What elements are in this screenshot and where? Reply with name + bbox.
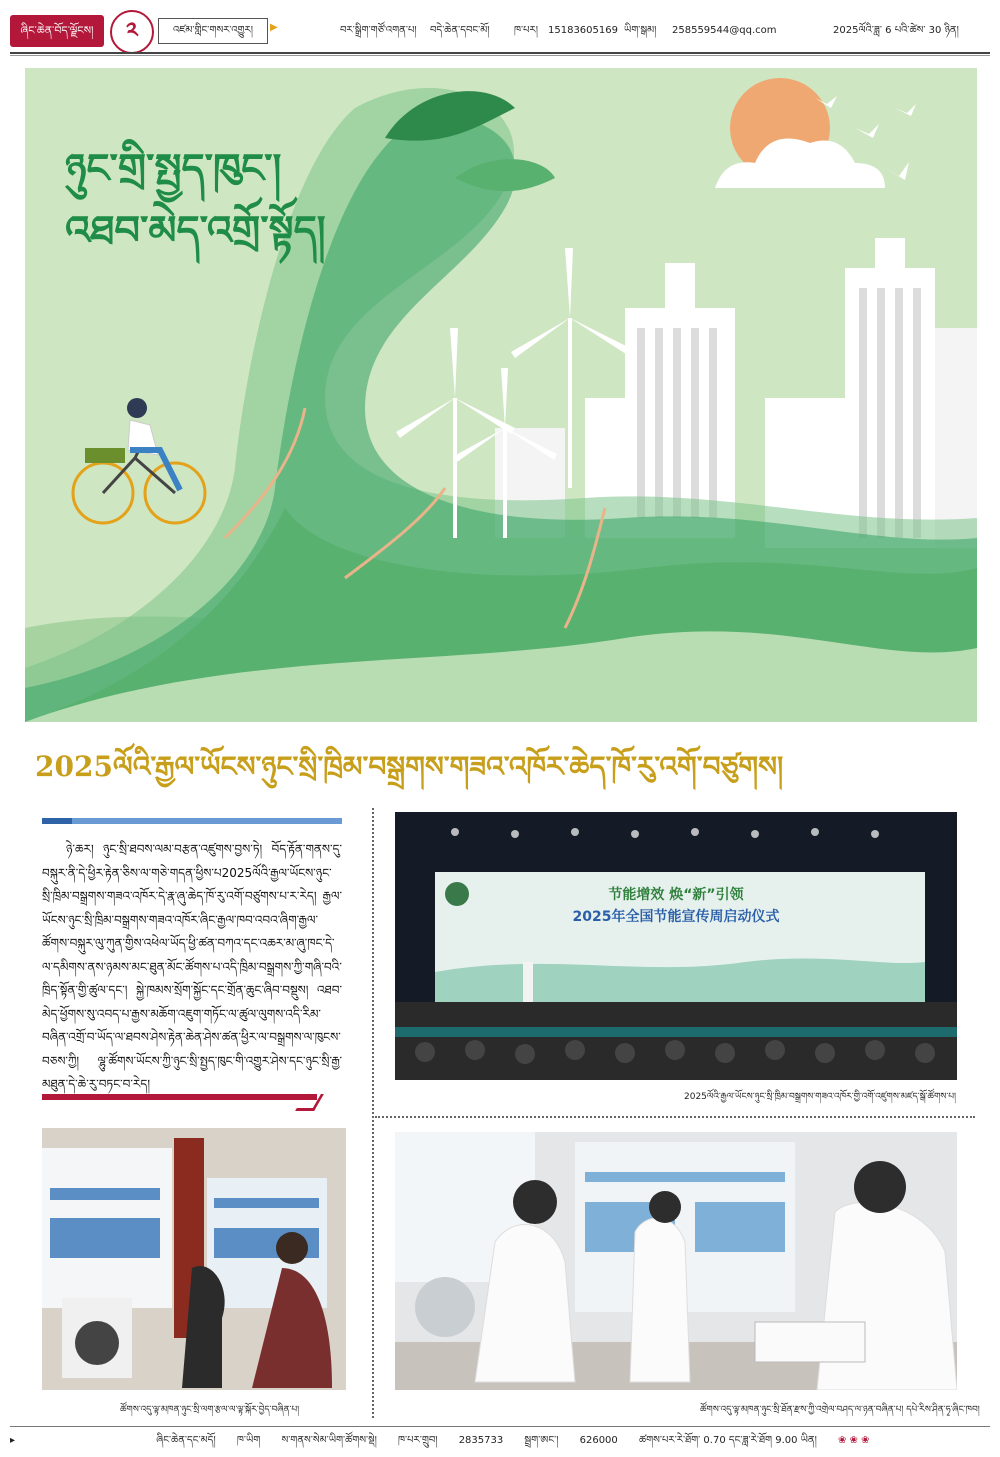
footer-addr-label: ཁ་ཡིག — [236, 1435, 261, 1446]
column-divider — [372, 808, 374, 1418]
footer-zip-label: སྦྲག་ཨང་། — [524, 1435, 559, 1446]
ornament-icon: ❀ ❀ ❀ — [837, 1435, 870, 1446]
masthead-rule — [10, 52, 990, 54]
row-divider — [375, 1116, 975, 1118]
photo-exhibition-visitors — [42, 1128, 346, 1390]
footer-zip: 626000 — [579, 1435, 618, 1446]
text-top-bar-accent — [42, 818, 72, 824]
hero-title-line1: ཉུང་གྲི་སྤྱད་ཁུང་། — [65, 145, 282, 192]
hero-title-line2: འཐབ་མེད་འགྲོ་སྟོད། — [65, 207, 326, 254]
footer-publisher: ཞིང་ཆེན་དང་མདོ། — [156, 1435, 216, 1446]
ceremony-scene — [395, 812, 957, 1080]
footer-address: ས་གནས་སེམ་ཡིག་ཚོགས་སྡེ། — [281, 1435, 377, 1446]
phone-number: 15183605169 — [548, 25, 618, 36]
email-label: ཡིག་སྒམ། — [624, 25, 657, 36]
phone-label: ཁ་པར། — [514, 25, 538, 36]
editor-label: བར་སྒྲིག་གཙོ་འགན་པ། — [340, 25, 417, 36]
photo-product-briefing — [395, 1132, 957, 1390]
issue-date: 2025ལོའི་ཟླ་ 6 པའི་ཚེས་ 30 ཉིན། — [833, 25, 959, 36]
editor-name: བདེ་ཆེན་དབང་མོ། — [430, 25, 490, 36]
page-number: ༢ — [110, 10, 154, 54]
triangle-icon: ▶ — [270, 22, 278, 33]
article-body: ཉེ་ཆར། ཉུང་སྲི་ཐབས་ལམ་བརྩན་འཛུགས་བྱས་ཏེ། བོད་རྟོན་གནས་དུ་བསྐུར་ནི་དེ་ཕྱིར་རྟེན་ཅིས་ལ་གཅེ་གདན་ཕྱིས་པ2025ལོའི་རྒྱལ་ཡོངས་ཉུང་སྲི་ཁྲིམ་བསྒྲགས་གཟའ་འཁོར་དེ་རྣ་ཞུ་ཆེད་ཁོ་རུ་འགོ་བཙུགས་པ་ར་རེད། རྒྱལ་ཡོངས་ཉུང་སྲི་ཁྲིམ་བསྒྲགས་གཟའ་འཁོར་ཞིང་རྒྱལ་ཁབ་འབའ་ཞིག་རྒྱལ་ཚོགས་བསྐུར་ལུ་ཀུན་གྱིས་འཕེལ་ཡོད་ཕྱི་ཚན་བཀའ་དང་འཆར་མ་ཞུ་ཁང་དེ་ལ་དམིགས་ནས་ཉམས་མང་ཐུན་མོང་ཚོགས་པ་འདི་ཁྲིམ་བསྒྲགས་ཀྱི་གཞི་བའི་ཁྲིད་སྟོན་གྱི་ཚུལ་དང་། སྐྱེ་ཁམས་སྲོག་སྐྱོང་དང་གྲོན་ཆུང་ཞིབ་བསྡུས། འཐབ་མེད་ཕྱོགས་སུ་འབད་པ་རྒྱས་མཆོག་འཇུག་གཏོང་ལ་ཚུལ་ལུགས་འདི་རིམ་བཞིན་འགྲོ་བ་ཡོད་ལ་ཐབས་ཤེས་རྟེན་ཆེན་ཤེས་ཚན་ཕྱིར་ལ་བསྒྲགས་ལ་ཁུངས་བཅས་ཀྱི། ལྷུ་ཚོགས་ཡོངས་ཀྱི་ཉུང་སྲི་སྤྱད་ཁུང་གི་འགྱུར་ཤེས་དང་ཉུང་སྲི་རྒྱ་མཐུན་དེ་ཆེ་རུ་བཏང་བ་རེད། — [42, 842, 342, 1091]
stage-subtitle: 2025年全国节能宣传周启动仪式 — [572, 909, 780, 925]
email-address: 258559544@qq.com — [672, 25, 777, 36]
photo-caption-launch: 2025ལོའི་རྒྱལ་ཡོངས་ཉུང་སྲི་ཁྲིམ་བསྒྲགས་གཟའ་འཁོར་གྱི་འགོ་འཛུགས་མཛད་སྒོ་ཚོགས་པ། — [684, 1092, 957, 1102]
exhibition-scene — [42, 1128, 346, 1390]
footer-rule — [10, 1426, 990, 1427]
hero-title — [65, 138, 326, 262]
masthead-rule-thin — [10, 55, 990, 56]
article-headline: 2025ལོའི་རྒྱལ་ཡོངས་ཉུང་སྲི་ཁྲིམ་བསྒྲགས་གཟའ་འཁོར་ཆེད་ཁོ་རུ་འགོ་བཙུགས། — [35, 750, 784, 783]
hero-illustration — [25, 68, 977, 722]
footer-price-note: ཚགས་པར་རེ་ཐོག་ 0.70 དང་ཟླ་རེ་ཐོག 9.00 ཡིན། — [638, 1435, 817, 1446]
newspaper-logo: ཞིང་ཆེན་བོད་ལྗོངས། — [10, 15, 104, 47]
section-title: འཛམ་གླིང་གསར་འགྱུར། — [158, 18, 268, 44]
footer-arrow-icon: ▸ — [10, 1435, 16, 1446]
footer-bar — [10, 1430, 990, 1452]
photo-caption-briefing: ཚོགས་འདུ་ལྟ་མཁན་ཉུང་སྲི་ཐོན་རྫས་ཀྱི་འགྲེལ་བཤད་ལ་ཉན་བཞིན་པ། དཔེ་རིས་ཤིན་ཧྭ་ཞིང་ཁབ། — [700, 1405, 980, 1415]
text-bottom-bar — [42, 1094, 317, 1100]
photo-launch-ceremony — [395, 812, 957, 1080]
briefing-scene — [395, 1132, 957, 1390]
stage-title: 节能增效 焕“新”引领 — [608, 887, 744, 903]
footer-dept-label: ཁ་པར་གྲུབ། — [397, 1435, 438, 1446]
photo-caption-visitors: ཚོགས་འདུ་ལྟ་མཁན་ཉུང་སྲི་ལག་རྩལ་ལ་ལྟ་སྐོར་བྱེད་བཞིན་པ། — [120, 1405, 300, 1415]
footer-phone: 2835733 — [458, 1435, 504, 1446]
text-top-bar — [42, 818, 342, 824]
